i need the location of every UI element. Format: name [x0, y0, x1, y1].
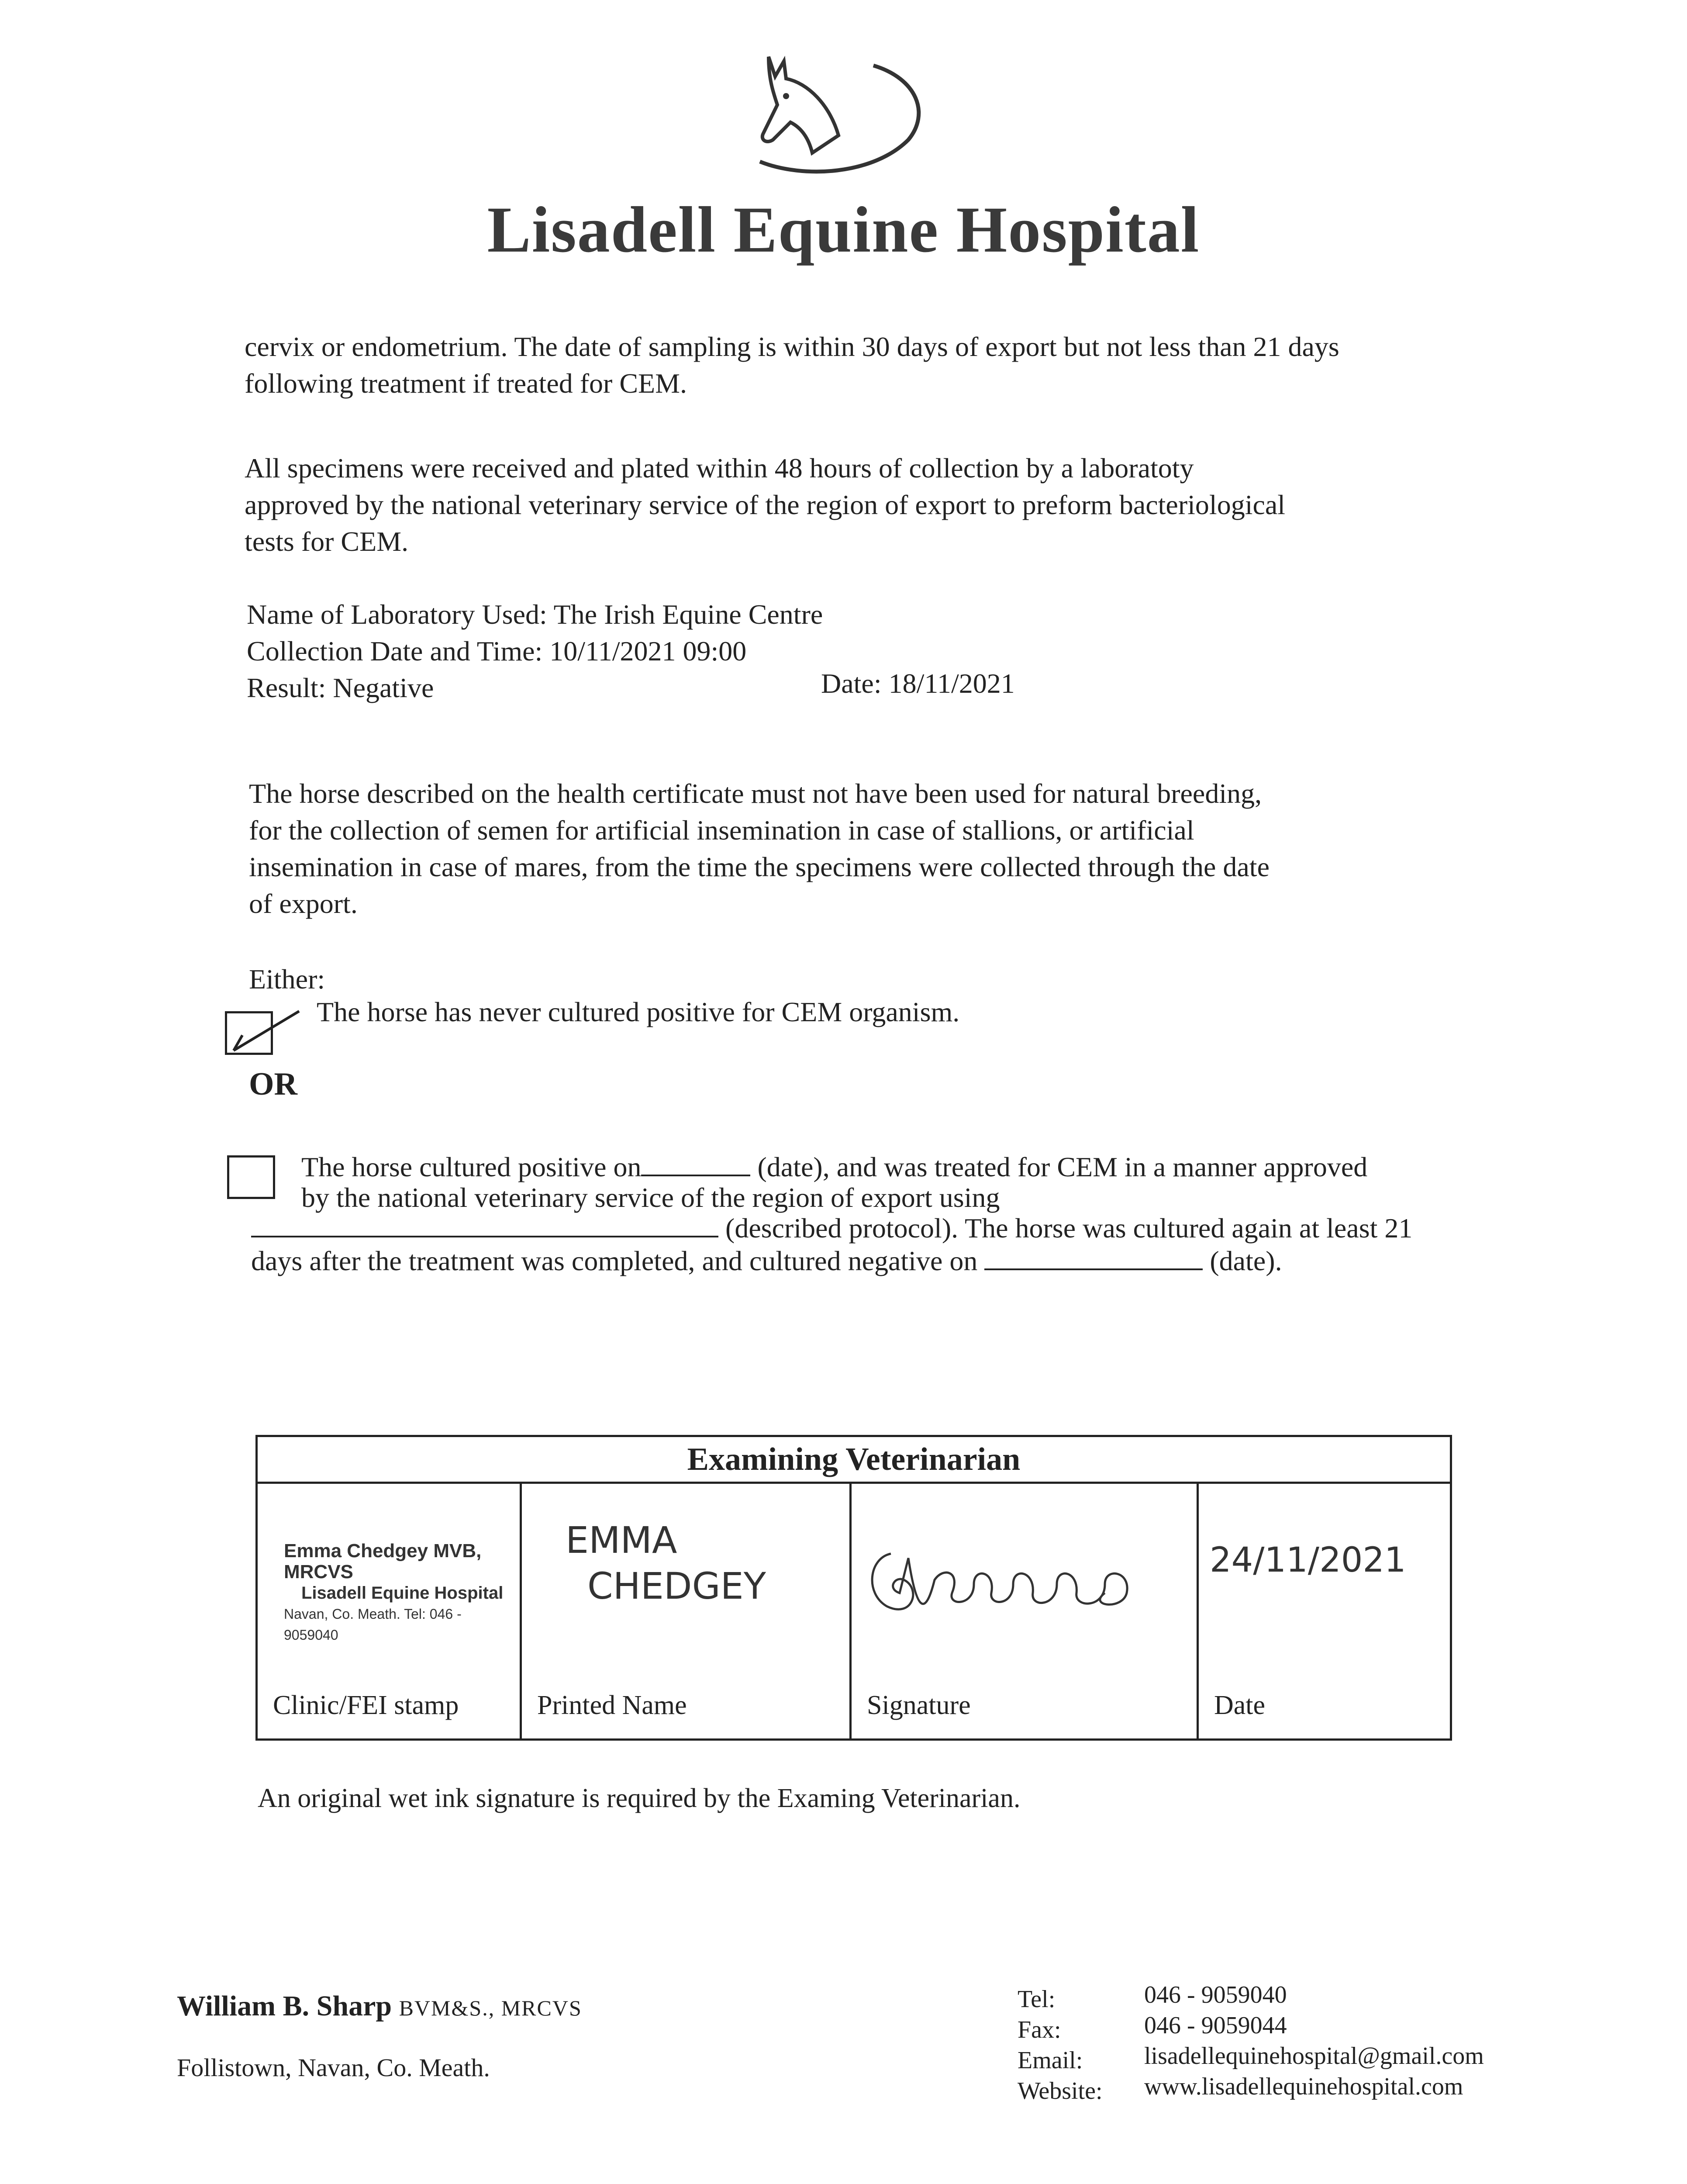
paragraph-1-line-2: following treatment if treated for CEM. — [245, 368, 687, 399]
footer-name: William B. Sharp — [177, 1990, 392, 2022]
stamp-cell — [257, 1483, 521, 1740]
paragraph-3-line-1: The horse described on the health certificate must not have been used for natural breeding, — [249, 778, 1262, 809]
col-signature-label: Signature — [867, 1690, 971, 1720]
stamp-line-3: Navan, Co. Meath. Tel: 046 - 9059040 — [284, 1606, 462, 1643]
tel-label: Tel: — [1018, 1986, 1056, 2013]
protocol-blank[interactable] — [251, 1210, 718, 1237]
email-link[interactable]: lisadellequinehospital@gmail.com — [1144, 2042, 1484, 2070]
printed-name-line-2: CHEDGEY — [587, 1565, 766, 1607]
option-2-line-2: by the national veterinary service of the region of export using — [301, 1182, 1000, 1213]
option-2-line-4b: (date). — [1210, 1245, 1282, 1276]
option-2-line-4a: days after the treatment was completed, and cultured negative on — [251, 1245, 978, 1276]
table-heading: Examining Veterinarian — [257, 1436, 1451, 1483]
option-2-line-4 — [251, 1243, 1282, 1279]
horse-head-logo — [742, 52, 926, 183]
email-label: Email: — [1018, 2047, 1083, 2074]
option-2-line-3-text: (described protocol). The horse was cultured again at least 21 — [725, 1213, 1413, 1244]
col-date-label: Date — [1214, 1690, 1266, 1720]
paragraph-2-line-3: tests for CEM. — [245, 526, 409, 557]
result-date: Date: 18/11/2021 — [821, 668, 1015, 699]
examining-veterinarian-table — [255, 1435, 1452, 1741]
fax-value: 046 - 9059044 — [1144, 2012, 1287, 2039]
stamp-line-2: Lisadell Equine Hospital — [301, 1583, 504, 1603]
clinic-stamp — [284, 1541, 520, 1645]
footer-address: Follistown, Navan, Co. Meath. — [177, 2053, 490, 2082]
lab-name: Name of Laboratory Used: The Irish Equine Centre — [247, 599, 823, 630]
paragraph-2-line-1: All specimens were received and plated within 48 hours of collection by a laboratoty — [245, 453, 1194, 484]
option-2-checkbox[interactable] — [227, 1155, 275, 1199]
either-label: Either: — [249, 964, 325, 995]
handwritten-signature — [860, 1527, 1157, 1632]
option-1-checkbox[interactable] — [225, 1011, 273, 1055]
paragraph-3-line-4: of export. — [249, 888, 358, 919]
fax-label: Fax: — [1018, 2016, 1061, 2043]
printed-name-cell — [521, 1483, 851, 1740]
or-label: OR — [249, 1066, 297, 1102]
date-cell — [1198, 1483, 1451, 1740]
col-stamp-label: Clinic/FEI stamp — [273, 1690, 459, 1720]
paragraph-2-line-2: approved by the national veterinary service of the region of export to preform bacteriological — [245, 489, 1286, 520]
option-2-line-1b: (date), and was treated for CEM in a manner approved — [757, 1151, 1368, 1182]
checkmark-icon — [225, 1009, 304, 1057]
website-label: Website: — [1018, 2077, 1103, 2105]
paragraph-1-line-1: cervix or endometrium. The date of sampling is within 30 days of export but not less than 21 days — [245, 331, 1339, 362]
positive-date-blank[interactable] — [641, 1149, 750, 1176]
collection-date-time: Collection Date and Time: 10/11/2021 09:00 — [247, 636, 747, 667]
stamp-line-1: Emma Chedgey MVB, MRCVS — [284, 1540, 482, 1583]
paragraph-3-line-2: for the collection of semen for artificial insemination in case of stallions, or artificial — [249, 815, 1194, 846]
printed-name-line-1: EMMA — [566, 1519, 677, 1562]
signature-note: An original wet ink signature is required by the Examing Veterinarian. — [258, 1783, 1021, 1813]
option-1-text: The horse has never cultured positive for CEM organism. — [317, 996, 960, 1027]
option-2-line-1a: The horse cultured positive on — [301, 1151, 642, 1182]
col-name-label: Printed Name — [537, 1690, 687, 1720]
paragraph-3-line-3: insemination in case of mares, from the time the specimens were collected through the date — [249, 851, 1270, 882]
result: Result: Negative — [247, 672, 434, 703]
tel-value: 046 - 9059040 — [1144, 1981, 1287, 2008]
signature-cell — [851, 1483, 1198, 1740]
option-2-line-3 — [251, 1210, 1412, 1247]
footer-quals: BVM&S., MRCVS — [399, 1996, 582, 2020]
handwritten-date: 24/11/2021 — [1210, 1541, 1406, 1580]
website-link[interactable]: www.lisadellequinehospital.com — [1144, 2073, 1463, 2100]
negative-date-blank[interactable] — [984, 1243, 1203, 1270]
footer-vet-name — [177, 1990, 582, 2023]
hospital-title: Lisadell Equine Hospital — [487, 194, 1200, 266]
